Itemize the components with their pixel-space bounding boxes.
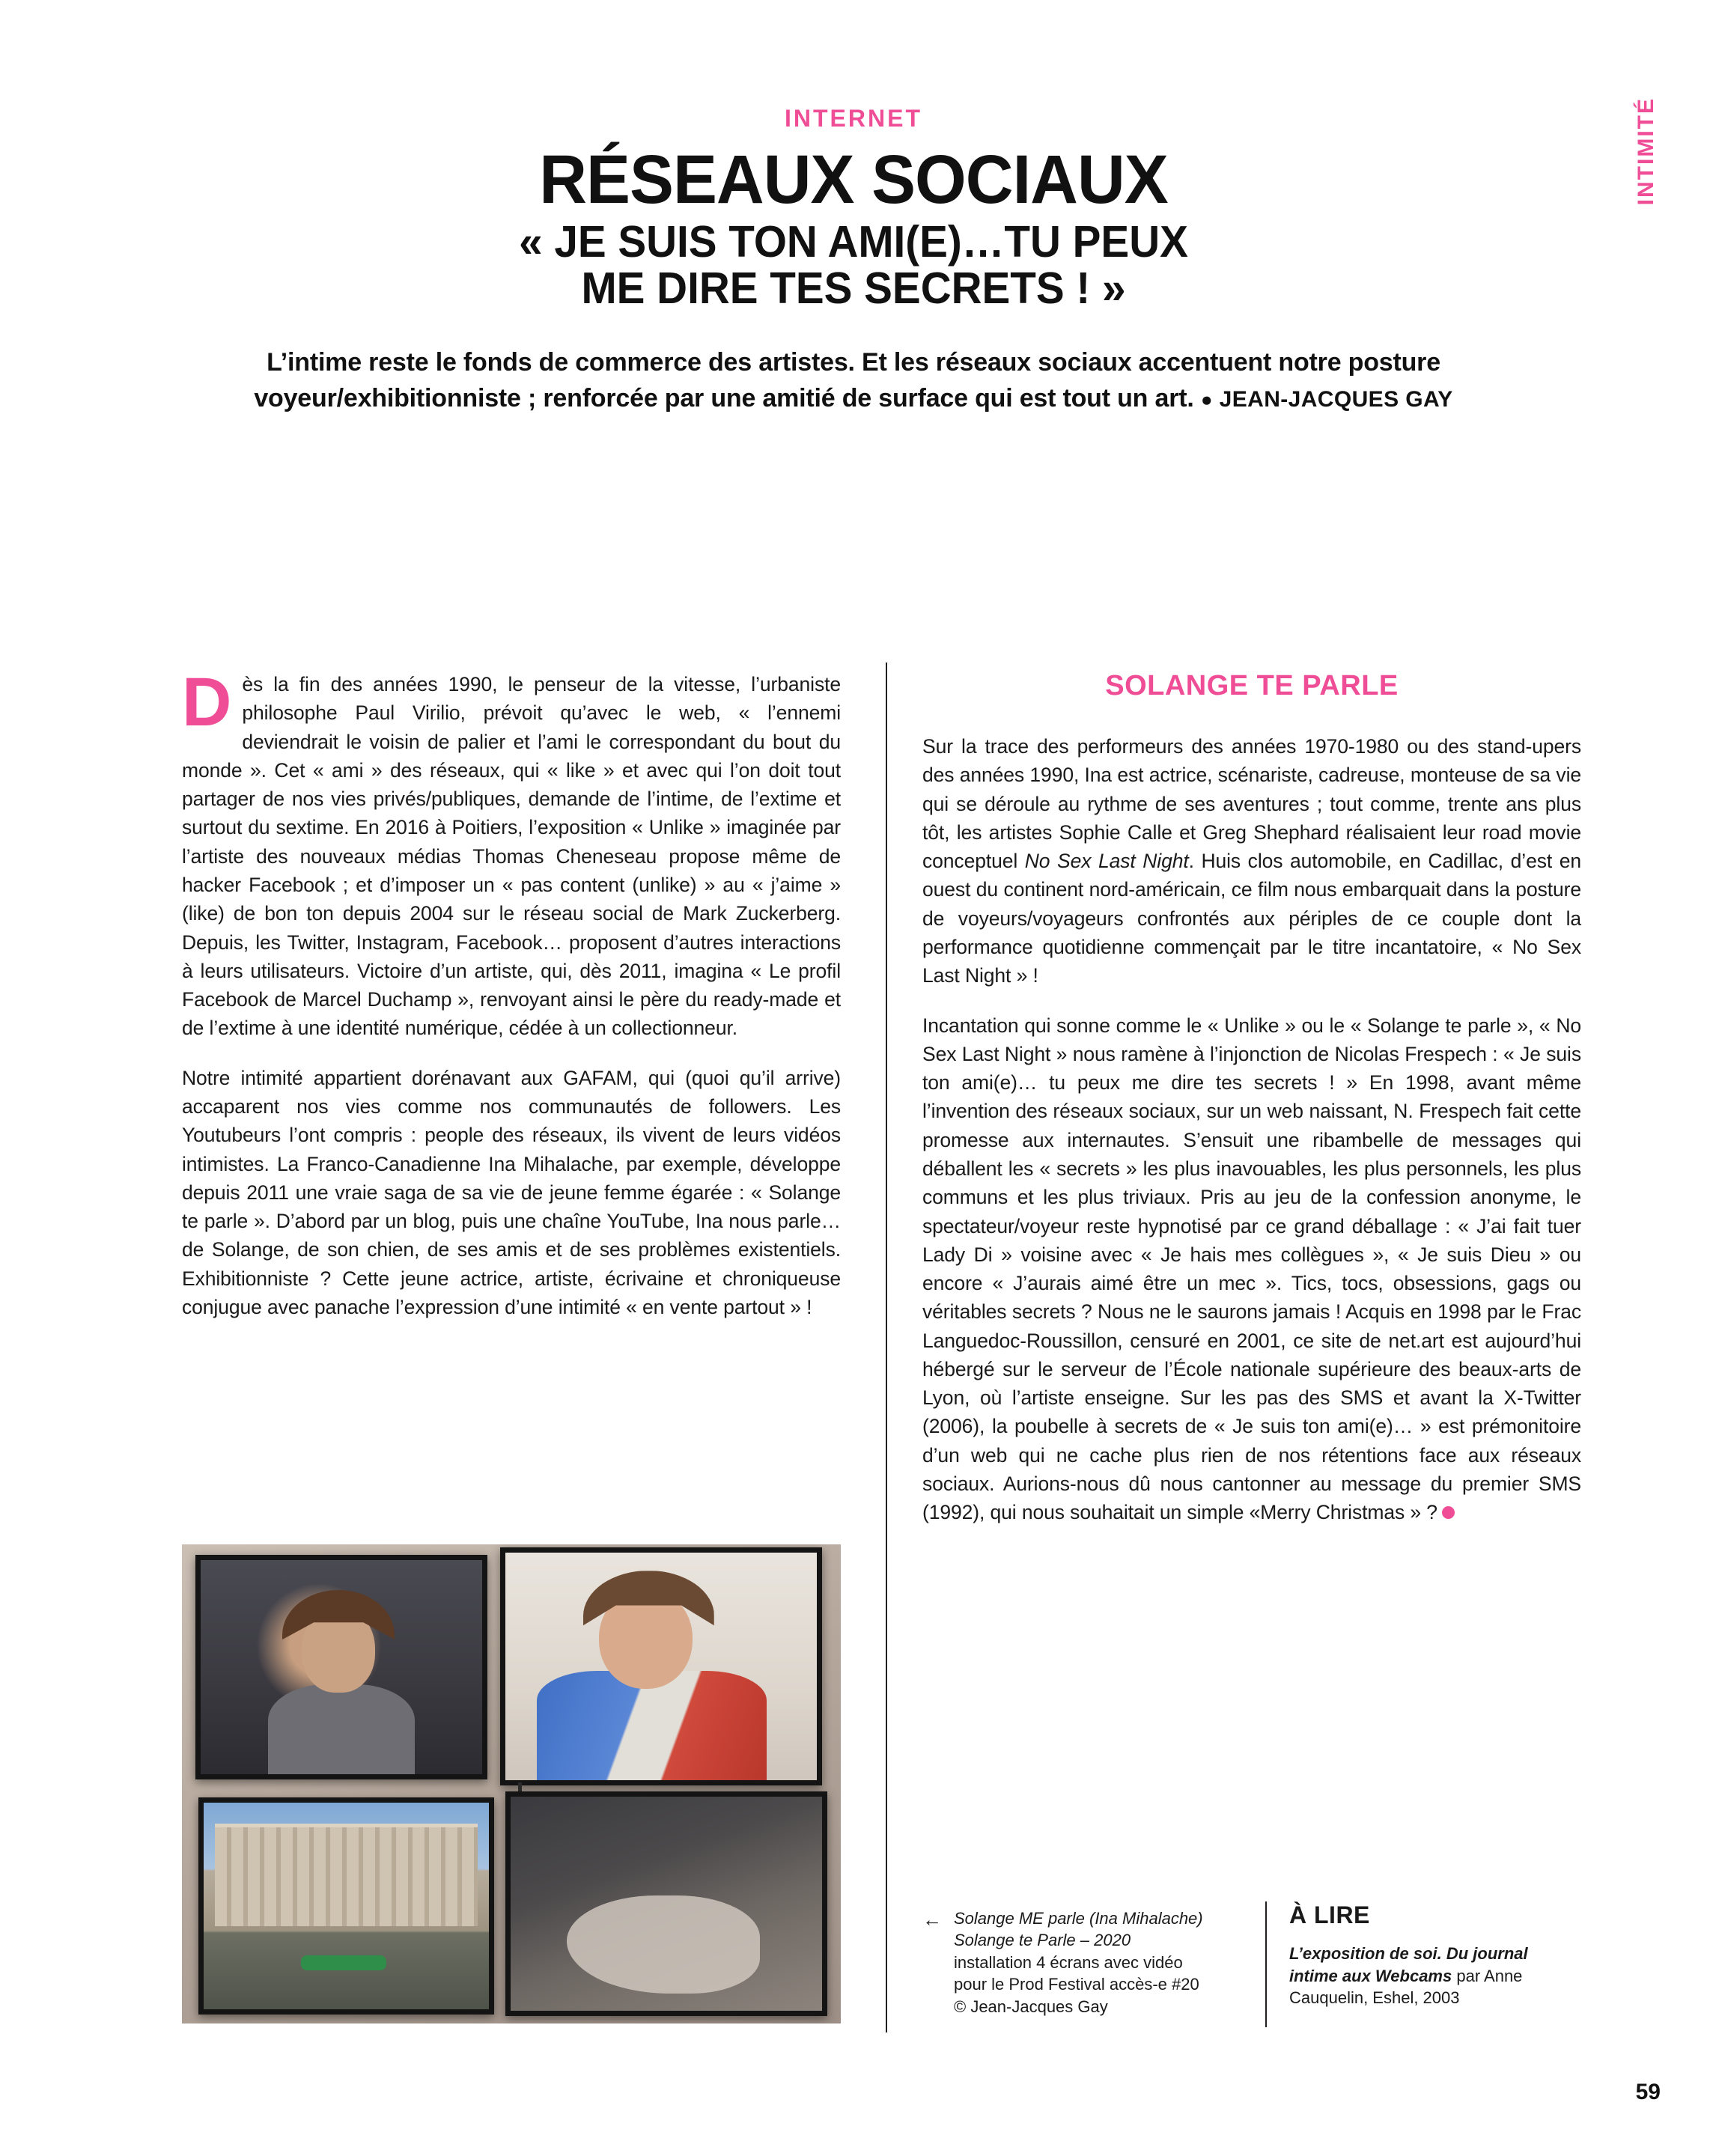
standfirst (180, 344, 1527, 417)
a-lire-title: À LIRE (1289, 1901, 1370, 1928)
photo-bedding-shape (567, 1895, 760, 1994)
right-paragraph-1-part-a: Sur la trace des performeurs des années 1970-1980 ou des stand-upers des années 1990, Ina est actrice, scénariste, cadreuse, monteuse de sa vie qui se déroule au rythme de ses aventures ; tout comme, trente ans plus tôt, les artistes Sophie Calle et Greg Shephard réalisaient leur road movie conceptuel (922, 735, 1581, 873)
caption-lines (954, 1907, 1252, 2018)
a-lire-divider (1265, 1901, 1267, 2027)
left-paragraph-1-text: ès la fin des années 1990, le penseur de la vitesse, l’urbaniste philosophe Paul Virilio, prévoit qu’avec le web, « l’ennemi deviendrait le voisin de palier et l’ami le correspondant du bout du monde ». Cet « ami » des réseaux, qui « like » et avec qui l’on doit tout partager de nos vies privés/publiques, demande de l’intime, de l’extime et surtout du sextime. En 2016 à Poitiers, l’exposition « Unlike » imaginée par l’artiste des nouveaux médias Thomas Cheneseau propose même de hacker Facebook ; et d’imposer un « pas content (unlike) » au « j’aime » (like) de bon ton depuis 2004 sur le réseau social de Mark Zuckerberg. Depuis, les Twitter, Instagram, Facebook… proposent d’autres interactions à leurs utilisateurs. Victoire d’un artiste, qui, dès 2011, imagina « Le profil Facebook de Marcel Duchamp », renvoyant ainsi le père du ready-made et de l’extime à une identité numérique, cédée à un collectionneur. (182, 673, 841, 1040)
right-paragraph-2-text: Incantation qui sonne comme le « Unlike » ou le « Solange te parle », « No Sex Last Night » nous ramène à l’injonction de Nicolas Frespech : « Je suis ton ami(e)… tu peux me dire tes secrets ! » En 1998, avant même l’invention des réseaux sociaux, sur un web naissant, N. Frespech fait cette promesse aux internautes. S’ensuit une ribambelle de messages qui déballent les « secrets » les plus inavouables, les plus personnels, les plus communs et les plus triviaux. Pris au jeu de la confession anonyme, le spectateur/voyeur reste hypnotisé par ce grand déballage : « J’ai fait tuer Lady Di » voisine avec « Je hais mes collègues », « Je suis Dieu » ou encore « J’aurais aimé être un mec ». Tics, tocs, obsessions, gags ou véritables secrets ? Nous ne le saurons jamais ! Acquis en 1998 par le Frac Languedoc-Roussillon, censuré en 2001, ce site de net.art est aujourd’hui hébergé sur le serveur de l’École nationale supérieure des beaux-arts de Lyon, où l’artiste enseigne. Sur les pas des SMS et avant la X-Twitter (2006), la poubelle à secrets de « Je suis ton ami(e)… » est prémonitoire d’un web qui ne cache plus rien de nos rétentions face aux réseaux sociaux. Aurions-nous dû nous cantonner au message du premier SMS (1992), qui nous souhaitait un simple «Merry Christmas » ? (922, 1014, 1581, 1524)
standfirst-text: L’intime reste le fonds de commerce des artistes. Et les réseaux sociaux accentuent notre posture voyeur/exhibitionniste ; renforcée par une amitié de surface qui est tout un art. (254, 347, 1440, 413)
photo-screen-3-image (204, 1803, 489, 2009)
work-title-italic: No Sex Last Night (1024, 850, 1189, 873)
caption-line-3: installation 4 écrans avec vidéo (954, 1952, 1183, 1972)
right-body-text (922, 732, 1581, 1527)
end-of-article-dot-icon (1442, 1506, 1455, 1519)
caption-line-2: Solange te Parle – 2020 (954, 1931, 1131, 1950)
photo-caption (922, 1907, 1252, 2018)
left-paragraph-2: Notre intimité appartient dorénavant aux GAFAM, qui (quoi qu’il arrive) accaparent nos vies comme nos communautés de followers. Les Youtubeurs l’ont compris : people des réseaux, ils vivent de leurs vidéos intimistes. La Franco-Canadienne Ina Mihalache, par exemple, développe depuis 2011 une vraie saga de sa vie de jeune femme égarée : « Solange te parle ». D’abord par un blog, puis une chaîne YouTube, Ina nous parle… de Solange, de son chien, de ses amis et de ses problèmes existentiels. Exhibitionniste ? Cette jeune actrice, artiste, écrivaine et chroniqueuse conjugue avec panache l’expression d’une intimité « en vente partout » ! (182, 1066, 841, 1318)
a-lire-credit: par Anne Cauquelin, Eshel, 2003 (1289, 1966, 1523, 2008)
right-paragraph-1-part-b: . Huis clos automobile, en Cadillac, d’est en ouest du continent nord-américain, ce film nous embarquait dans la posture de voyeurs/voyageurs confrontés aux périples de ce couple dont la performance quotidienne commençait par le titre incantatoire, « No Sex Last Night » ! (922, 850, 1581, 987)
photo-figure-body (268, 1684, 415, 1774)
byline-bullet-icon: ● (1200, 388, 1213, 411)
page-number: 59 (1635, 2080, 1661, 2104)
a-lire-work-title: L’exposition de soi. Du journal intime aux Webcams (1289, 1944, 1528, 1985)
left-body-text (182, 664, 841, 1321)
a-lire-body (1289, 1943, 1544, 2009)
photo-lying-person (301, 1955, 386, 1970)
column-divider (886, 663, 887, 2032)
right-paragraph-1 (922, 732, 1581, 990)
left-column (182, 664, 841, 1321)
photo-screen-4 (505, 1791, 827, 2016)
article-header (180, 105, 1527, 416)
left-paragraph-1 (182, 664, 841, 1043)
right-paragraph-2 (922, 1011, 1581, 1527)
section-heading-solange: SOLANGE TE PARLE (1105, 670, 1399, 701)
page-subtitle-line1: « JE SUIS TON AMI(E)…TU PEUX (519, 217, 1188, 267)
article-photo (182, 1544, 841, 2023)
photo-screen-3 (198, 1797, 494, 2015)
photo-screen-1-image (201, 1560, 482, 1774)
page-subtitle-line2: ME DIRE TES SECRETS ! » (581, 263, 1126, 313)
a-lire-box (1289, 1901, 1544, 2009)
caption-line-4: pour le Prod Festival accès-e #20 (954, 1975, 1199, 1994)
caption-line-5: © Jean-Jacques Gay (954, 1997, 1108, 2016)
caption-line-1: Solange ME parle (Ina Mihalache) (954, 1909, 1203, 1928)
dropcap: D (182, 664, 232, 740)
byline: JEAN-JACQUES GAY (1219, 387, 1453, 412)
caption-arrow-icon: ← (922, 1908, 942, 1931)
photo-screen-2-image (505, 1553, 817, 1780)
photo-screen-4-image (511, 1797, 822, 2011)
section-tab-intimite: INTIMITÉ (1634, 97, 1658, 206)
kicker-internet: INTERNET (785, 105, 922, 132)
photo-building (215, 1824, 478, 1926)
right-column (922, 670, 1581, 1527)
photo-screen-2 (500, 1547, 822, 1785)
photo-screen-1 (195, 1555, 487, 1779)
page-title: RÉSEAUX SOCIAUX (539, 141, 1168, 218)
